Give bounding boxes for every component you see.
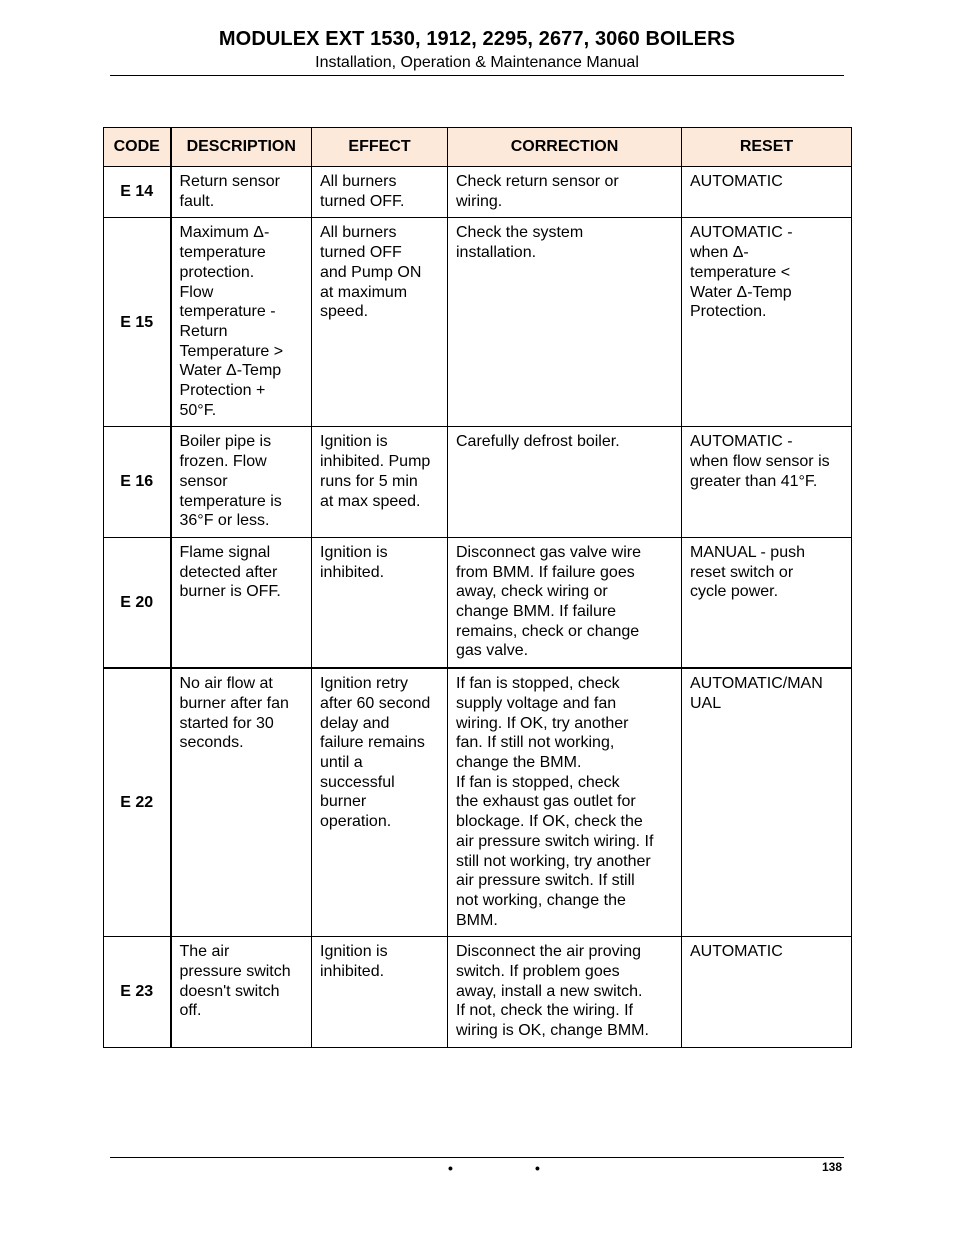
fault-code-cell: E 16 [104, 427, 171, 538]
description-cell: The air pressure switch doesn't switch off. [171, 937, 312, 1048]
reset-cell: MANUAL - push reset switch or cycle power. [682, 537, 852, 668]
description-cell: Flame signal detected after burner is OFF. [171, 537, 312, 668]
reset-cell: AUTOMATIC - when flow sensor is greater than 41°F. [682, 427, 852, 538]
effect-cell: Ignition is inhibited. [312, 937, 448, 1048]
effect-cell: Ignition is inhibited. Pump runs for 5 min at max speed. [312, 427, 448, 538]
effect-cell: Ignition is inhibited. [312, 537, 448, 668]
footer-bullet: • [448, 1160, 453, 1176]
column-header-description: DESCRIPTION [171, 128, 312, 167]
page-number: 138 [821, 1160, 842, 1174]
column-header-code: CODE [104, 128, 171, 167]
header-rule [110, 75, 844, 76]
correction-cell: Check the system installation. [448, 218, 682, 427]
fault-code-cell: E 14 [104, 167, 171, 218]
description-cell: No air flow at burner after fan started for 30 seconds. [171, 668, 312, 937]
description-cell: Return sensor fault. [171, 167, 312, 218]
column-header-effect: EFFECT [312, 128, 448, 167]
document-title: MODULEX EXT 1530, 1912, 2295, 2677, 3060 BOILERS [218, 28, 736, 50]
effect-cell: All burners turned OFF. [312, 167, 448, 218]
fault-code-cell: E 15 [104, 218, 171, 427]
document-subtitle: Installation, Operation & Maintenance Manual [315, 54, 639, 71]
fault-code-cell: E 20 [104, 537, 171, 668]
table-row [104, 668, 852, 937]
correction-cell: Disconnect gas valve wire from BMM. If failure goes away, check wiring or change BMM. If failure remains, check or change gas valve. [448, 537, 682, 668]
column-header-correction: CORRECTION [448, 128, 682, 167]
table-row [104, 937, 852, 1048]
correction-cell: If fan is stopped, check supply voltage and fan wiring. If OK, try another fan. If still not working, change the BMM. If fan is stopped, check the exhaust gas outlet for blockage. If OK, check the air pressure switch wiring. If still not working, try another air pressure switch. If still not working, change the BMM. [448, 668, 682, 937]
footer-bullet: • [535, 1160, 540, 1176]
description-cell: Maximum Δ- temperature protection. Flow temperature - Return Temperature > Water Δ-Temp Protection + 50°F. [171, 218, 312, 427]
reset-cell: AUTOMATIC [682, 937, 852, 1048]
effect-cell: All burners turned OFF and Pump ON at maximum speed. [312, 218, 448, 427]
reset-cell: AUTOMATIC/MAN UAL [682, 668, 852, 937]
column-header-reset: RESET [682, 128, 852, 167]
fault-code-cell: E 23 [104, 937, 171, 1048]
reset-cell: AUTOMATIC [682, 167, 852, 218]
reset-cell: AUTOMATIC - when Δ- temperature < Water Δ-Temp Protection. [682, 218, 852, 427]
fault-code-table [103, 127, 852, 1048]
effect-cell: Ignition retry after 60 second delay and failure remains until a successful burner operation. [312, 668, 448, 937]
fault-code-cell: E 22 [104, 668, 171, 937]
description-cell: Boiler pipe is frozen. Flow sensor temperature is 36°F or less. [171, 427, 312, 538]
correction-cell: Carefully defrost boiler. [448, 427, 682, 538]
table-header-row [104, 128, 852, 167]
correction-cell: Check return sensor or wiring. [448, 167, 682, 218]
table-row [104, 427, 852, 538]
footer-rule [110, 1157, 844, 1158]
table-row [104, 218, 852, 427]
page-header [110, 26, 844, 74]
table-row [104, 167, 852, 218]
table-row [104, 537, 852, 668]
correction-cell: Disconnect the air proving switch. If problem goes away, install a new switch. If not, check the wiring. If wiring is OK, change BMM. [448, 937, 682, 1048]
